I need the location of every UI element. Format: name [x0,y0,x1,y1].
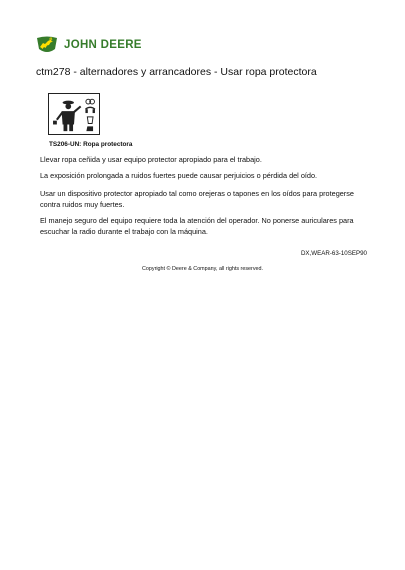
paragraph: Usar un dispositivo protector apropiado tal como orejeras o tapones en los oídos para protegerse contra ruidos muy fuertes. [40,189,354,209]
paragraph: El manejo seguro del equipo requiere toda la atención del operador. No ponerse auriculares para escuchar la radio durante el trabajo con la máquina. [40,216,354,236]
page-title: ctm278 - alternadores y arrancadores - Usar ropa protectora [36,66,317,78]
paragraph: Llevar ropa ceñida y usar equipo protector apropiado para el trabajo. [40,155,262,164]
john-deere-logo-icon [36,36,58,54]
document-reference: DX,WEAR-63-10SEP90 [300,250,367,257]
figure-caption: TS206-UN: Ropa protectora [49,141,133,148]
protective-equipment-icon [49,94,99,134]
protective-equipment-figure [48,93,100,135]
paragraph: La exposición prolongada a ruidos fuertes puede causar perjuicios o pérdida del oído. [40,171,318,180]
copyright-notice: Copyright © Deere & Company, all rights reserved. [141,266,264,272]
brand-name: JOHN DEERE [64,39,142,51]
brand-logo [36,36,142,54]
